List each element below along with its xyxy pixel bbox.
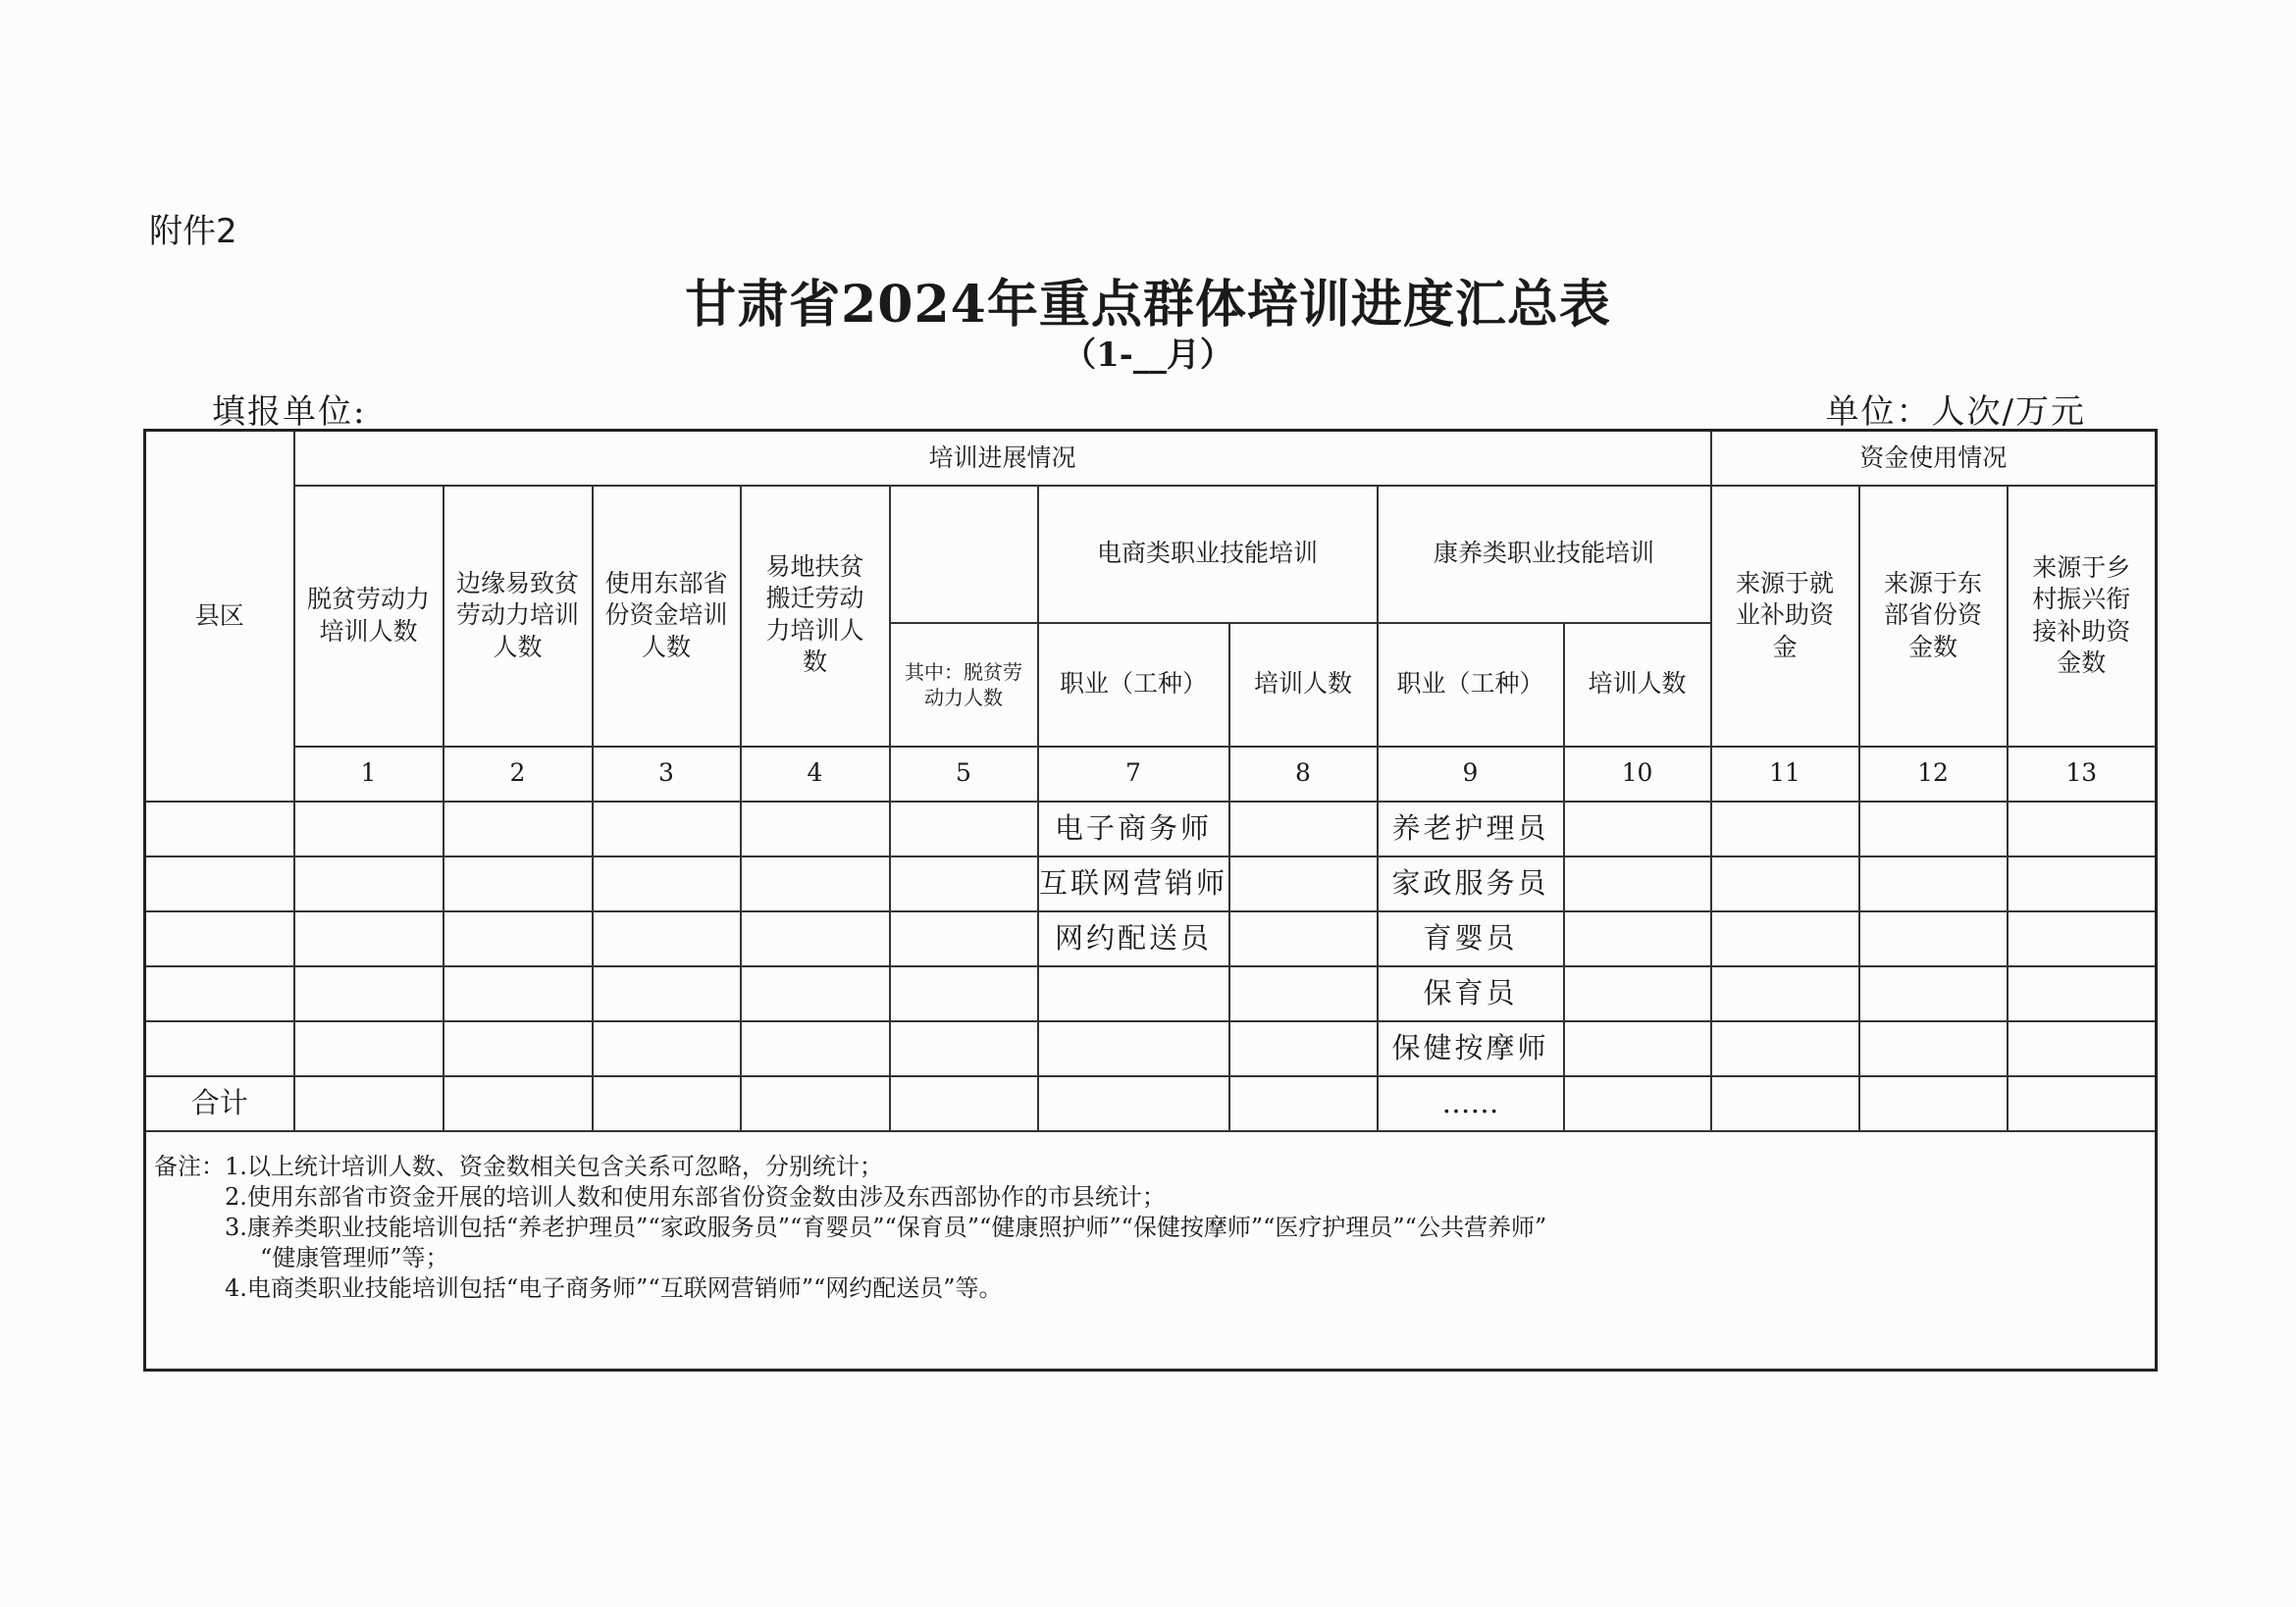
- cell[interactable]: [294, 911, 444, 966]
- cell[interactable]: [1229, 911, 1378, 966]
- cell[interactable]: [890, 1076, 1038, 1131]
- cell[interactable]: [1859, 856, 2008, 911]
- header-county: 县区: [145, 431, 294, 802]
- header-ecom-trainees: 培训人数: [1229, 623, 1378, 747]
- cell[interactable]: [890, 911, 1038, 966]
- header-c5-spacer: [890, 486, 1038, 623]
- cell[interactable]: [444, 856, 593, 911]
- cell[interactable]: [1711, 1021, 1859, 1076]
- table-row: [145, 856, 2157, 911]
- header-ecom-occupation: 职业（工种）: [1038, 623, 1229, 747]
- summary-table: [143, 429, 2158, 1372]
- table-row: [145, 802, 2157, 856]
- health-job-cell: 保健按摩师: [1378, 1021, 1564, 1076]
- header-c4: 易地扶贫搬迁劳动力培训人数: [741, 486, 890, 747]
- colnum: 5: [890, 747, 1038, 802]
- colnum: 12: [1859, 747, 2008, 802]
- cell[interactable]: [1859, 1076, 2008, 1131]
- cell[interactable]: [1711, 966, 1859, 1021]
- cell[interactable]: [593, 802, 741, 856]
- header-health: 康养类职业技能培训: [1378, 486, 1711, 623]
- total-label: 合计: [145, 1076, 294, 1131]
- note-2: 2.使用东部省市资金开展的培训人数和使用东部省份资金数由涉及东西部协作的市县统计；: [225, 1182, 1166, 1211]
- cell[interactable]: [1229, 1076, 1378, 1131]
- cell[interactable]: [741, 1076, 890, 1131]
- cell[interactable]: [444, 966, 593, 1021]
- unit-label: 单位：人次/万元: [1825, 392, 2086, 432]
- notes-cell: [145, 1131, 2157, 1371]
- cell[interactable]: [2008, 1076, 2157, 1131]
- header-c11: 来源于就业补助资金: [1711, 486, 1859, 747]
- cell[interactable]: [593, 966, 741, 1021]
- cell[interactable]: [294, 856, 444, 911]
- colnum: 2: [444, 747, 593, 802]
- header-health-trainees: 培训人数: [1564, 623, 1711, 747]
- cell[interactable]: [1564, 1021, 1711, 1076]
- colnum: 11: [1711, 747, 1859, 802]
- header-c1: 脱贫劳动力培训人数: [294, 486, 444, 747]
- header-health-occupation: 职业（工种）: [1378, 623, 1564, 747]
- total-row: [145, 1076, 2157, 1131]
- cell[interactable]: [1711, 911, 1859, 966]
- health-job-cell: 养老护理员: [1378, 802, 1564, 856]
- note-1: 备注：1.以上统计培训人数、资金数相关包含关系可忽略，分别统计；: [154, 1152, 883, 1180]
- cell[interactable]: [294, 1076, 444, 1131]
- cell[interactable]: [741, 911, 890, 966]
- cell[interactable]: [1564, 911, 1711, 966]
- attachment-label: 附件2: [149, 212, 237, 251]
- header-c12: 来源于东部省份资金数: [1859, 486, 2008, 747]
- cell[interactable]: [1229, 1021, 1378, 1076]
- colnum: 9: [1378, 747, 1564, 802]
- cell[interactable]: [1859, 802, 2008, 856]
- cell[interactable]: [741, 856, 890, 911]
- table-row: [145, 911, 2157, 966]
- cell[interactable]: [444, 911, 593, 966]
- cell[interactable]: [1564, 1076, 1711, 1131]
- cell[interactable]: [593, 1021, 741, 1076]
- cell[interactable]: [1038, 1076, 1229, 1131]
- note-4: 4.电商类职业技能培训包括“电子商务师”“互联网营销师”“网约配送员”等。: [225, 1274, 1003, 1303]
- health-job-cell: 家政服务员: [1378, 856, 1564, 911]
- cell[interactable]: [444, 1076, 593, 1131]
- cell[interactable]: [890, 802, 1038, 856]
- colnum: 7: [1038, 747, 1229, 802]
- note-3: 3.康养类职业技能培训包括“养老护理员”“家政服务员”“育婴员”“保育员”“健康照护师”“保健按摩师”“医疗护理员”“公共营养师”: [225, 1213, 1547, 1241]
- health-job-cell: 保育员: [1378, 966, 1564, 1021]
- cell[interactable]: [593, 1076, 741, 1131]
- cell[interactable]: [145, 1021, 294, 1076]
- colnum: 1: [294, 747, 444, 802]
- cell[interactable]: [593, 911, 741, 966]
- fill-unit-label: 填报单位:: [212, 392, 367, 432]
- cell[interactable]: [2008, 1021, 2157, 1076]
- cell[interactable]: [1859, 911, 2008, 966]
- table-row: [145, 966, 2157, 1021]
- cell[interactable]: [2008, 966, 2157, 1021]
- cell[interactable]: [1711, 1076, 1859, 1131]
- cell[interactable]: [2008, 856, 2157, 911]
- document-title: 甘肃省2024年重点群体培训进度汇总表: [685, 275, 1611, 335]
- cell[interactable]: [741, 966, 890, 1021]
- health-job-cell: 育婴员: [1378, 911, 1564, 966]
- ecom-job-cell: 互联网营销师: [1038, 856, 1229, 911]
- cell[interactable]: [294, 966, 444, 1021]
- cell[interactable]: [2008, 911, 2157, 966]
- cell[interactable]: [444, 802, 593, 856]
- cell[interactable]: [1564, 802, 1711, 856]
- cell[interactable]: [2008, 802, 2157, 856]
- cell[interactable]: [890, 1021, 1038, 1076]
- cell[interactable]: [741, 1021, 890, 1076]
- colnum: 8: [1229, 747, 1378, 802]
- colnum: 4: [741, 747, 890, 802]
- period-subtitle: （1-__月）: [1063, 336, 1233, 375]
- cell[interactable]: [1229, 802, 1378, 856]
- header-c2: 边缘易致贫劳动力培训人数: [444, 486, 593, 747]
- cell[interactable]: [741, 802, 890, 856]
- header-training-progress: 培训进展情况: [294, 431, 1711, 486]
- colnum: 3: [593, 747, 741, 802]
- cell[interactable]: [1859, 966, 2008, 1021]
- note-3-continued: “健康管理师”等；: [260, 1244, 449, 1272]
- cell[interactable]: [145, 966, 294, 1021]
- cell[interactable]: [294, 802, 444, 856]
- cell[interactable]: [145, 856, 294, 911]
- cell[interactable]: [1229, 856, 1378, 911]
- cell[interactable]: [1859, 1021, 2008, 1076]
- total-health-ellipsis: ……: [1378, 1076, 1564, 1131]
- cell[interactable]: [294, 1021, 444, 1076]
- cell[interactable]: [593, 856, 741, 911]
- cell[interactable]: [1711, 856, 1859, 911]
- cell[interactable]: [145, 911, 294, 966]
- header-c13: 来源于乡村振兴衔接补助资金数: [2008, 486, 2157, 747]
- ecom-job-cell: 网约配送员: [1038, 911, 1229, 966]
- header-ecom: 电商类职业技能培训: [1038, 486, 1378, 623]
- header-c5: 其中：脱贫劳动力人数: [890, 623, 1038, 747]
- cell[interactable]: [1564, 966, 1711, 1021]
- cell[interactable]: [145, 802, 294, 856]
- colnum: 10: [1564, 747, 1711, 802]
- colnum: 13: [2008, 747, 2157, 802]
- cell[interactable]: [1711, 802, 1859, 856]
- ecom-job-cell: [1038, 966, 1229, 1021]
- cell[interactable]: [890, 856, 1038, 911]
- ecom-job-cell: 电子商务师: [1038, 802, 1229, 856]
- cell[interactable]: [1229, 966, 1378, 1021]
- ecom-job-cell: [1038, 1021, 1229, 1076]
- header-c3: 使用东部省份资金培训人数: [593, 486, 741, 747]
- cell[interactable]: [890, 966, 1038, 1021]
- cell[interactable]: [1564, 856, 1711, 911]
- table-row: [145, 1021, 2157, 1076]
- cell[interactable]: [444, 1021, 593, 1076]
- header-funds-usage: 资金使用情况: [1711, 431, 2157, 486]
